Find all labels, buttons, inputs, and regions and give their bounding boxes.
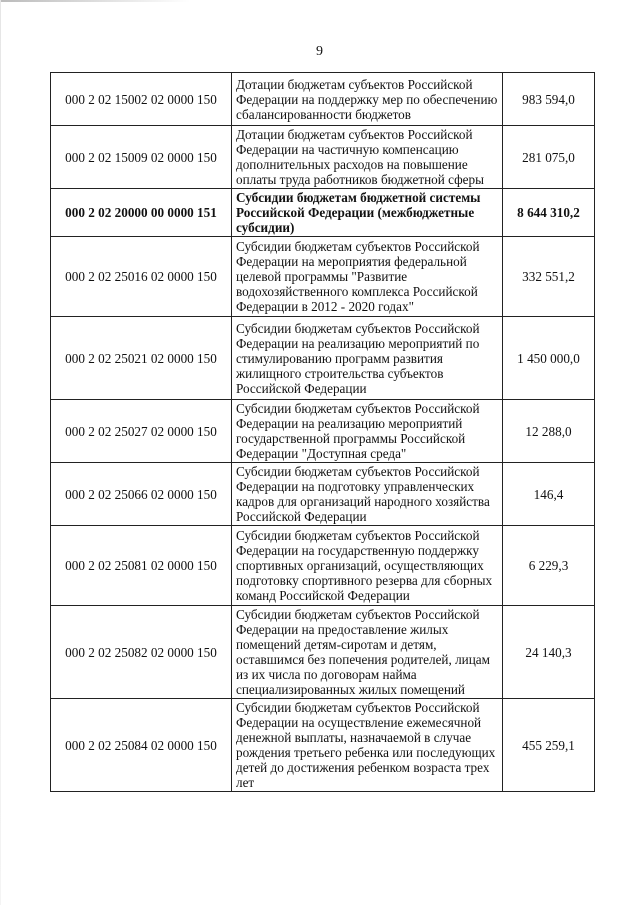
revenue-item-name: Дотации бюджетам субъектов Российской Федерации на поддержку мер по обеспечению сбалансированности бюджетов: [232, 73, 503, 126]
budget-classification-code: 000 2 02 15002 02 0000 150: [51, 73, 232, 126]
budget-classification-code: 000 2 02 25021 02 0000 150: [51, 317, 232, 400]
budget-classification-code: 000 2 02 25084 02 0000 150: [51, 699, 232, 792]
budget-classification-code: 000 2 02 15009 02 0000 150: [51, 126, 232, 189]
scan-edge-left: [0, 0, 1, 905]
page-number: 9: [316, 44, 323, 59]
table-row: [51, 606, 595, 699]
table-row: [51, 73, 595, 126]
amount-value: 12 288,0: [503, 400, 595, 463]
revenue-item-name: Субсидии бюджетам субъектов Российской Федерации на мероприятия федеральной целевой программы "Развитие водохозяйственного комплекса Российской Федерации в 2012 - 2020 годах": [232, 237, 503, 317]
revenue-item-name: Субсидии бюджетам бюджетной системы Российской Федерации (межбюджетные субсидии): [232, 189, 503, 237]
scan-edge: [0, 0, 190, 2]
table-row: [51, 526, 595, 606]
table-row: [51, 699, 595, 792]
amount-value: 983 594,0: [503, 73, 595, 126]
budget-classification-code: 000 2 02 25082 02 0000 150: [51, 606, 232, 699]
budget-table-body: [51, 73, 595, 792]
revenue-item-name: Субсидии бюджетам субъектов Российской Федерации на предоставление жилых помещений детям-сиротам и детям, оставшимся без попечения родителей, лицам из их числа по договорам найма специализированных жилых помещений: [232, 606, 503, 699]
budget-classification-code: 000 2 02 25081 02 0000 150: [51, 526, 232, 606]
revenue-item-name: Субсидии бюджетам субъектов Российской Федерации на осуществление ежемесячной денежной выплаты, назначаемой в случае рождения третьего ребенка или последующих детей до достижения ребенком возраста трех лет: [232, 699, 503, 792]
amount-value: 1 450 000,0: [503, 317, 595, 400]
revenue-item-name: Субсидии бюджетам субъектов Российской Федерации на государственную поддержку спортивных организаций, осуществляющих подготовку спортивного резерва для сборных команд Российской Федерации: [232, 526, 503, 606]
table-row: [51, 463, 595, 526]
budget-classification-code: 000 2 02 25066 02 0000 150: [51, 463, 232, 526]
table-row: [51, 237, 595, 317]
amount-value: 6 229,3: [503, 526, 595, 606]
budget-classification-code: 000 2 02 20000 00 0000 151: [51, 189, 232, 237]
revenue-item-name: Субсидии бюджетам субъектов Российской Федерации на реализацию мероприятий по стимулированию программ развития жилищного строительства субъектов Российской Федерации: [232, 317, 503, 400]
table-row: [51, 126, 595, 189]
revenue-item-name: Субсидии бюджетам субъектов Российской Федерации на подготовку управленческих кадров для организаций народного хозяйства Российской Федерации: [232, 463, 503, 526]
budget-table: [50, 72, 595, 792]
revenue-item-name: Субсидии бюджетам субъектов Российской Федерации на реализацию мероприятий государственной программы Российской Федерации "Доступная среда": [232, 400, 503, 463]
amount-value: 332 551,2: [503, 237, 595, 317]
revenue-item-name: Дотации бюджетам субъектов Российской Федерации на частичную компенсацию дополнительных расходов на повышение оплаты труда работников бюджетной сферы: [232, 126, 503, 189]
amount-value: 146,4: [503, 463, 595, 526]
amount-value: 281 075,0: [503, 126, 595, 189]
amount-value: 8 644 310,2: [503, 189, 595, 237]
amount-value: 455 259,1: [503, 699, 595, 792]
table-row: [51, 400, 595, 463]
amount-value: 24 140,3: [503, 606, 595, 699]
table-row: [51, 189, 595, 237]
budget-classification-code: 000 2 02 25016 02 0000 150: [51, 237, 232, 317]
table-row: [51, 317, 595, 400]
budget-classification-code: 000 2 02 25027 02 0000 150: [51, 400, 232, 463]
